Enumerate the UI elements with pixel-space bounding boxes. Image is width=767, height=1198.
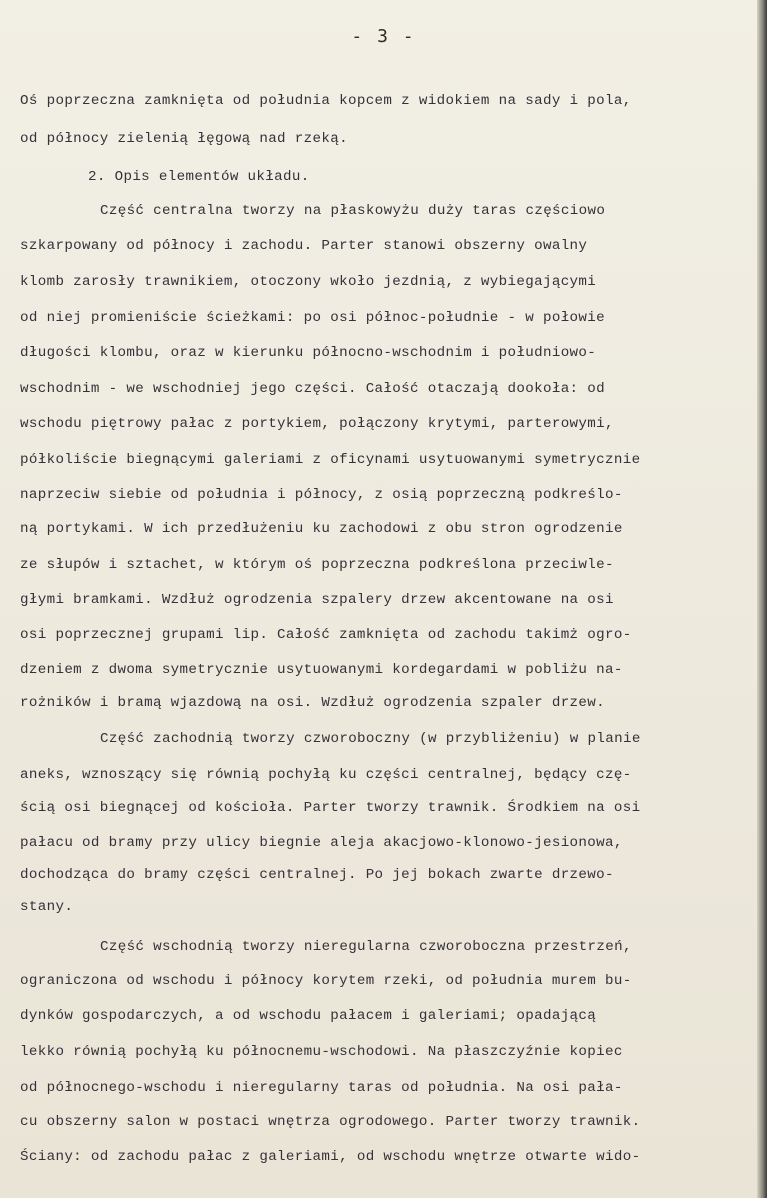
text-line: dynków gospodarczych, a od wschodu pałacem i galeriami; opadającą (20, 1008, 597, 1024)
text-line: lekko równią pochyłą ku północnemu-wschodowi. Na płaszczyźnie kopiec (20, 1044, 623, 1060)
text-line: ścią osi biegnącej od kościoła. Parter tworzy trawnik. Środkiem na osi (20, 800, 641, 816)
text-line: pałacu od bramy przy ulicy biegnie aleja akacjowo-klonowo-jesionowa, (20, 835, 623, 851)
text-line: klomb zarosły trawnikiem, otoczony wkoło jezdnią, z wybiegającymi (20, 274, 597, 290)
text-line: wschodu piętrowy pałac z portykiem, połączony krytymi, parterowymi, (20, 416, 614, 432)
text-line: Ściany: od zachodu pałac z galeriami, od wschodu wnętrze otwarte wido- (20, 1149, 641, 1165)
text-line: głymi bramkami. Wzdłuż ogrodzenia szpalery drzew akcentowane na osi (20, 592, 614, 608)
text-line: od północnego-wschodu i nieregularny taras od południa. Na osi pała- (20, 1080, 623, 1096)
text-line: półkoliście biegnącymi galeriami z oficynami usytuowanymi symetrycznie (20, 452, 641, 468)
text-line: osi poprzecznej grupami lip. Całość zamknięta od zachodu takimż ogro- (20, 627, 632, 643)
text-line: Część centralna tworzy na płaskowyżu duży taras częściowo (100, 203, 606, 219)
text-line: wschodnim - we wschodniej jego części. Całość otaczają dookoła: od (20, 381, 606, 397)
text-line: ograniczona od wschodu i północy korytem rzeki, od południa murem bu- (20, 973, 632, 989)
text-line: Część zachodnią tworzy czworoboczny (w przybliżeniu) w planie (100, 731, 641, 747)
text-line: cu obszerny salon w postaci wnętrza ogrodowego. Parter tworzy trawnik. (20, 1114, 641, 1130)
section-heading: 2. Opis elementów układu. (88, 169, 310, 185)
text-line: dochodząca do bramy części centralnej. Po jej bokach zwarte drzewo- (20, 867, 614, 883)
text-line: od niej promieniście ścieżkami: po osi północ-południe - w połowie (20, 310, 606, 326)
text-line: dzeniem z dwoma symetrycznie usytuowanymi kordegardami w pobliżu na- (20, 662, 623, 678)
text-line: Część wschodnią tworzy nieregularna czworoboczna przestrzeń, (100, 939, 632, 955)
text-line: rożników i bramą wjazdową na osi. Wzdłuż ogrodzenia szpaler drzew. (20, 695, 606, 711)
text-line: szkarpowany od północy i zachodu. Parter stanowi obszerny owalny (20, 238, 588, 254)
page-edge-shadow (757, 0, 767, 1198)
text-line: ną portykami. W ich przedłużeniu ku zachodowi z obu stron ogrodzenie (20, 521, 623, 537)
page-number: - 3 - (351, 26, 416, 47)
text-line: Oś poprzeczna zamknięta od południa kopcem z widokiem na sady i pola, (20, 93, 632, 109)
text-line: od północy zielenią łęgową nad rzeką. (20, 131, 348, 147)
text-line: naprzeciw siebie od południa i północy, z osią poprzeczną podkreślo- (20, 487, 623, 503)
text-line: ze słupów i sztachet, w którym oś poprzeczna podkreślona przeciwle- (20, 557, 614, 573)
text-line: stany. (20, 899, 74, 915)
text-line: długości klombu, oraz w kierunku północno-wschodnim i południowo- (20, 345, 597, 361)
text-line: aneks, wznoszący się równią pochyłą ku części centralnej, będący czę- (20, 767, 632, 783)
